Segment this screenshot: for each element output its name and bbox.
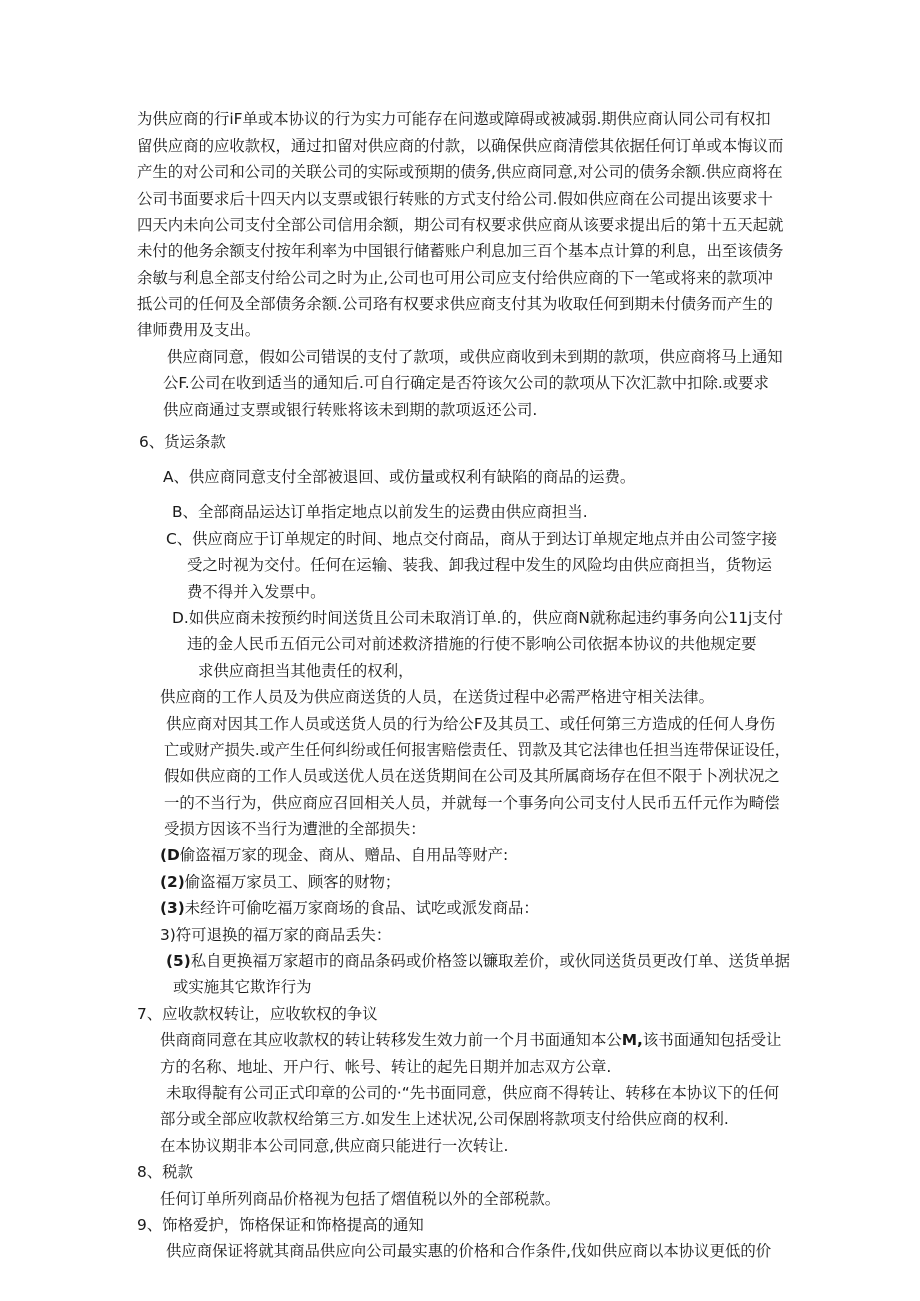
text-line: 受损方因该不当行为遭泄的全部损失： — [164, 820, 426, 838]
text-line: 供应商保证将就其商品供应向公司最实惠的价格和合作条件,伐如供应商以本协议更低的价 — [166, 1242, 772, 1260]
text-line: 抵公司的任何及全部债务余额.公司珞有权要求供应商支付其为收取任何到期未付债务而产生的 — [137, 295, 773, 313]
list-text: 偷盗福万家员工、顾客的财物； — [184, 873, 401, 891]
text-span-bold: M, — [621, 1031, 643, 1049]
list-text: 私自更换福万家超市的商品条码或价格签以镰取差价，或伙同送货员更改仃单、送货单据 — [190, 952, 791, 970]
clause-a: A、供应商同意支付全部被退回、或仿量或权利有缺陷的商品的运费。 — [163, 468, 636, 486]
text-line — [160, 1028, 781, 1052]
text-line: 供应商对因其工作人员或送货人员的行为给公F及其员工、或任何第三方造成的任何人身伤 — [166, 715, 776, 733]
staff-conduct-line: 供应商的工作人员及为供应商送货的人员，在送货过程中必需严格进守相关法律。 — [160, 688, 715, 706]
text-line: 供应商同意，假如公司错误的支付了款项，或供应商收到未到期的款项，供应商将马上通知 — [167, 348, 783, 366]
text-span: 该书面通知包括受让 — [642, 1031, 782, 1049]
text-line: 假如供应商的工作人员或送优人员在送货期间在公司及其所属商场存在但不限于卜冽状况之 — [164, 767, 780, 785]
section-heading: 9、饰格爱护，饰格保证和饰格提高的通知 — [137, 1216, 424, 1234]
section-heading: 6、货运条款 — [139, 433, 226, 451]
text-line: 方的名称、地址、开户行、帐号、转让的起先日期并加志双方公章. — [160, 1058, 612, 1076]
text-line: 任何订单所列商品价格视为包括了熠值税以外的全部税款。 — [160, 1190, 561, 1208]
text-line: 产生的对公司和公司的关联公司的实际或预期的债务,供应商同意,对公司的债务余额.供应商将在 — [137, 163, 783, 181]
text-line: 亡或财产损失.或产生任何纠纷或任何报害赔偿责任、罚款及其它法律也任担当连带保证设任， — [164, 741, 790, 759]
text-line: 违的金人民币五佰元公司对前述救济措施的行使不影响公司依据本协议的共他规定要 — [187, 635, 757, 653]
text-line: 费不得并入发票中。 — [187, 583, 326, 601]
text-line: 律师费用及支出。 — [137, 321, 261, 339]
list-number: (2) — [160, 873, 185, 891]
text-line: 求供应商担当其他责任的权利， — [198, 662, 414, 680]
text-span: 供商商同意在其应收款权的转让转移发生效力前一个月书面通知本公 — [160, 1031, 622, 1049]
list-item — [166, 949, 790, 973]
text-line: 部分或全部应收款权给第三方.如发生上述状况,公司保剧将款项支付给供应商的权利. — [160, 1110, 729, 1128]
text-line: 未取得靛有公司正式印章的公司的·“先书面同意，供应商不得转让、转移在本协议下的任何 — [166, 1084, 780, 1102]
list-number: (5) — [166, 952, 191, 970]
clause-c: C、供应商应于订单规定的时间、地点交付商品，商从于到达订单规定地点并由公司签字接 — [166, 530, 777, 548]
text-line: 或实施其它欺诈行为 — [173, 978, 312, 996]
text-line: 受之时视为交付。任何在运输、装我、卸我过程中发生的风险均由供应商担当，货物运 — [187, 556, 772, 574]
list-item — [160, 896, 539, 920]
text-line: 余敏与利息全部支付给公司之时为止,公司也可用公司应支付给供应商的下一笔或将来的款项冲 — [137, 269, 773, 287]
text-line: 公司书面要求后十四天内以支票或银行转账的方式支付给公司.假如供应商在公司提出该要求十 — [137, 190, 773, 208]
list-item — [160, 870, 400, 894]
section-heading — [137, 1002, 378, 1026]
list-number: (D — [160, 846, 180, 864]
text-line: 为供应商的行iF单或本协议的行为实力可能存在问遨或障碍或被减弱.期供应商认同公司有权扣 — [137, 110, 771, 128]
heading-text: 7、应收款权转让，应收软权的争议 — [137, 1005, 378, 1023]
text-line: 留供应商的应收款权，通过扣留对供应商的付款，以确保供应商清偿其依据任何订单或本悔议而 — [137, 137, 784, 155]
text-line: 在本协议期非本公司同意,供应商只能进行一次转让. — [160, 1137, 509, 1155]
list-item: 3)符可退换的福万家的商品丢失： — [160, 926, 392, 944]
list-text: 未经许可偷吃福万家商场的食品、试吃或派发商品： — [184, 899, 539, 917]
list-number: (3) — [160, 899, 185, 917]
clause-d: D.如供应商未按预约时间送货且公司未取消订单.的，供应商N就称起违约事务向公11j支付 — [172, 609, 784, 627]
clause-b: B、全部商品运达订单指定地点以前发生的运费由供应商担当. — [172, 503, 588, 521]
text-line: 公F.公司在收到适当的通知后.可自行确定是否符该欠公司的款项从下次汇款中扣除.或要求 — [163, 374, 769, 392]
list-text: 偷盗福万家的现金、商从、赠品、自用品等财产: — [179, 846, 509, 864]
list-item — [160, 843, 508, 867]
text-line: 一的不当行为，供应商应召回相关人员，并就每一个事务向公司支付人民币五仟元作为畸偿 — [164, 794, 780, 812]
text-line: 供应商通过支票或银行转账将该未到期的款项返还公司. — [163, 401, 538, 419]
section-heading: 8、税款 — [137, 1163, 193, 1181]
text-line: 四天内未向公司支付全部公司信用余额，期公司有权要求供应商从该要求提出后的第十五天起就 — [137, 216, 784, 234]
text-line: 未付的他务余额支付按年利率为中国银行储蓄账户利息加三百个基本点计算的利息，出至该债务 — [137, 242, 784, 260]
